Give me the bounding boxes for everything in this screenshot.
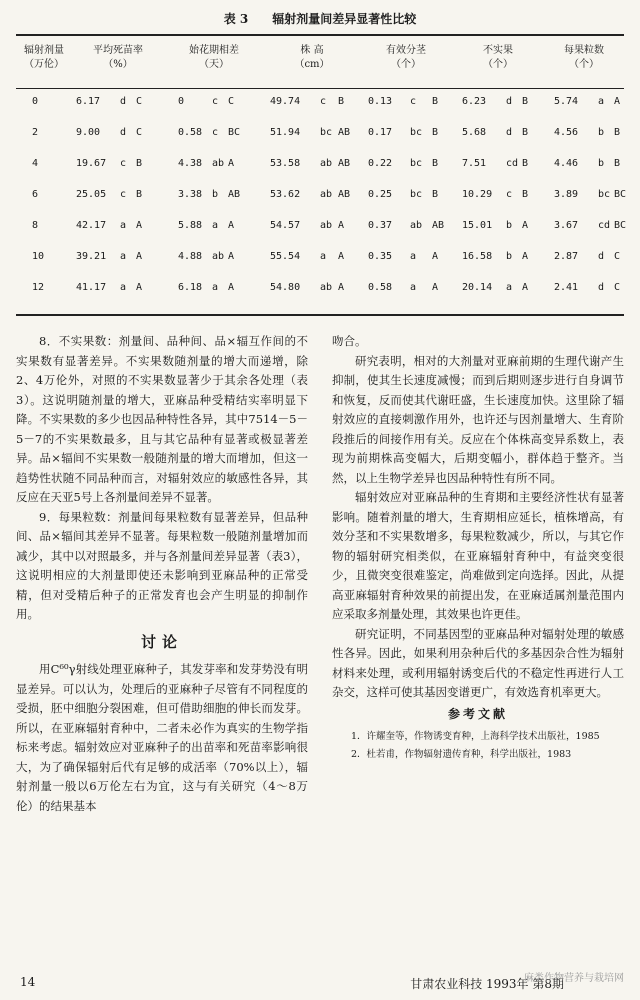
references-heading: 参考文献 [447, 706, 508, 721]
table-cell: c [506, 189, 513, 200]
table-cell: a [320, 251, 327, 262]
table-cell: 39.21 [76, 251, 107, 262]
table-cell: 7.51 [462, 158, 487, 169]
table-cell: AB [338, 189, 351, 200]
table-cell: c [212, 96, 219, 107]
table-cell: 49.74 [270, 96, 301, 107]
table-cell: 25.05 [76, 189, 107, 200]
table-cell: AB [432, 220, 445, 231]
reference-item: 2．杜若甫，作物辐射遗传育种，科学出版社，1983 [351, 749, 572, 760]
table-cell: bc [598, 189, 611, 200]
table-cell: C [136, 127, 143, 138]
table-cell: c [120, 158, 127, 169]
section-heading-discussion: 讨论 [140, 632, 183, 651]
table-cell: B [432, 127, 439, 138]
paragraph-discussion-3: 辐射效应对亚麻品种的生育期和主要经济性状有显著影响。随着剂量的增大，生育期相应延长，植株增高，有效分茎和不实果数增多，每果粒数减少，所以，与其它作物的辐射研究相类似，在亚麻辐射育种中，有益突变很少，且微突变很难鉴定，尚难做到定向选择。因此，从提高亚麻辐射育种效果的前提出发，在亚麻适属剂量范围内应采取多剂量处理，其效果也许更佳。 [332, 490, 624, 621]
table-row [16, 250, 624, 281]
paragraph-9: 9．每果粒数：剂量间每果粒数有显著差异，但品种间、品×辐间其差异不显著。每果粒数一般随剂量增加而减少，其中以对照最多，并与各剂量间差异显著（表3），这说明相应的大剂量即使还未影响到亚麻品种的正常受精，但对受精后种子的正常发育也会产生明显的抑制作用。 [16, 509, 308, 621]
table-cell: C [136, 96, 143, 107]
table-cell: A [432, 282, 439, 293]
table-cell: 5.88 [178, 220, 203, 231]
table-cell: C [614, 251, 621, 262]
table-cell: AB [228, 189, 241, 200]
table-cell: 5.74 [554, 96, 579, 107]
header-cell: 每果粒数 （个） [564, 45, 604, 70]
table-cell: B [522, 189, 529, 200]
table-cell: 20.14 [462, 282, 493, 293]
table-cell: b [212, 189, 219, 200]
table-cell: BC [614, 189, 627, 200]
table-cell: a [410, 282, 417, 293]
table-cell: 15.01 [462, 220, 493, 231]
table-cell: 9.00 [76, 127, 101, 138]
table-cell: B [614, 158, 621, 169]
watermark: 麻类作物营养与栽培网 [524, 973, 624, 984]
table-cell: 0.22 [368, 158, 393, 169]
table-cell: 2 [32, 127, 39, 138]
table-cell: 6.18 [178, 282, 203, 293]
paragraph-discussion-1: 用C⁶⁰γ射线处理亚麻种子，其发芽率和发芽势没有明显差异。可以认为，处理后的亚麻种子尽管有不同程度的受损，胚中细胞分裂困难，但可借助细胞的伸长而发芽。所以，在亚麻辐射育种中，二者未必作为真实的生物学指标来考虑。辐射效应对亚麻种子的出苗率和死苗率影响很大，为了确保辐射后代有足够的成活率（70%以上），辐射剂量一般以6万伦左右为宜，这与有关研究（4～8万伦）的结果基本 [16, 662, 308, 813]
table-cell: 6 [32, 189, 39, 200]
table-row [16, 157, 624, 188]
table-cell: 4.88 [178, 251, 203, 262]
table-cell: 10 [32, 251, 45, 262]
table-cell: cd [506, 158, 519, 169]
table-cell: 12 [32, 282, 45, 293]
table-cell: B [432, 158, 439, 169]
table-cell: a [120, 251, 127, 262]
table-cell: 4 [32, 158, 39, 169]
right-column [332, 332, 624, 764]
table-cell: A [522, 251, 529, 262]
table-cell: 54.57 [270, 220, 301, 231]
table-title: 辐射剂量间差异显著性比较 [272, 12, 417, 26]
table-cell: 0 [178, 96, 185, 107]
table-cell: b [506, 220, 513, 231]
table-cell: d [598, 251, 605, 262]
table-cell: c [212, 127, 219, 138]
table-cell: b [598, 158, 605, 169]
table-cell: ab [320, 220, 333, 231]
table-cell: b [598, 127, 605, 138]
table-header [16, 44, 624, 84]
table-cell: 5.68 [462, 127, 487, 138]
table-cell: a [506, 282, 513, 293]
table-cell: bc [410, 189, 423, 200]
page-footer [16, 975, 624, 991]
table-cell: a [212, 282, 219, 293]
table-row [16, 188, 627, 219]
table-cell: d [598, 282, 605, 293]
table-cell: a [410, 251, 417, 262]
table-cell: BC [614, 220, 627, 231]
table-cell: 53.58 [270, 158, 301, 169]
table-cell: B [614, 127, 621, 138]
page-number: 14 [20, 975, 36, 989]
table-cell: AB [338, 158, 351, 169]
table-cell: 4.38 [178, 158, 203, 169]
table-cell: d [506, 96, 513, 107]
table-cell: 6.17 [76, 96, 101, 107]
table-cell: 0.58 [178, 127, 203, 138]
table-cell: A [522, 220, 529, 231]
table-cell: BC [228, 127, 241, 138]
header-cell: 有效分茎 （个） [386, 45, 426, 70]
table-cell: B [522, 127, 529, 138]
table-cell: A [228, 251, 235, 262]
table-cell: 2.87 [554, 251, 579, 262]
table-header-rule [16, 88, 624, 89]
table-cell: A [338, 220, 345, 231]
table-cell: C [228, 96, 235, 107]
table-cell: 53.62 [270, 189, 301, 200]
table-row [16, 95, 624, 126]
table-cell: A [136, 220, 143, 231]
reference-item: 1．许耀奎等，作物诱变育种，上海科学技术出版社，1985 [351, 731, 600, 742]
table-cell: B [522, 158, 529, 169]
paragraph-8: 8．不实果数：剂量间、品种间、品×辐互作间的不实果数有显著差异。不实果数随剂量的增大而递增，除2、4万伦外，对照的不实果数显著少于其余各处理（表3）。这说明随剂量的增大，亚麻品种受精结实率明显下降。不实果数的多少也因品种特性各异，其中7514－5－5－7的不实果数最多，且与其它品种有显著或极显著差异。品×辐间不实果数一般随剂量的增大而增加，但这一趋势性状随不同品种而言，对辐射效应的敏感性各异，其反应在天亚5号上各剂量间差异不显著。 [16, 334, 308, 504]
table-caption [0, 10, 640, 27]
table-cell: C [614, 282, 621, 293]
table-cell: 3.89 [554, 189, 579, 200]
table-cell: A [522, 282, 529, 293]
table-cell: a [598, 96, 605, 107]
table-cell: 51.94 [270, 127, 301, 138]
paragraph-discussion-2: 研究表明，相对的大剂量对亚麻前期的生理代谢产生抑制，使其生长速度减慢；而到后期则逐步进行自身调节和恢复，反而使其代谢旺盛，生长速度加快。这里除了辐射效应的直接刺激作用外，也许还与因剂量增大、生育阶段推后的间接作用有关。反应在个体株高变异系数上，表现为前期株高变幅大，后期变幅小，群体趋于整齐。当然，以上生物学差异也因品种特性有所不同。 [332, 353, 624, 485]
table-cell: 6.23 [462, 96, 487, 107]
table-cell: AB [338, 127, 351, 138]
table-cell: 2.41 [554, 282, 579, 293]
table-cell: ab [320, 189, 333, 200]
table-cell: 55.54 [270, 251, 301, 262]
table-cell: 8 [32, 220, 39, 231]
table-cell: d [120, 127, 127, 138]
table-top-rule [16, 34, 624, 36]
table-cell: 0.13 [368, 96, 393, 107]
table-cell: A [432, 251, 439, 262]
table-cell: A [614, 96, 621, 107]
table-cell: 42.17 [76, 220, 107, 231]
table-cell: B [338, 96, 345, 107]
table-cell: ab [320, 158, 333, 169]
table-cell: A [338, 282, 345, 293]
table-cell: cd [598, 220, 611, 231]
table-bottom-rule [16, 314, 624, 316]
table-cell: B [432, 96, 439, 107]
table-cell: c [320, 96, 327, 107]
table-cell: 3.38 [178, 189, 203, 200]
table-cell: B [432, 189, 439, 200]
table-cell: 0 [32, 96, 39, 107]
table-cell: A [228, 282, 235, 293]
table-cell: A [228, 158, 235, 169]
table-cell: A [136, 282, 143, 293]
header-cell: 辐射剂量 （万伦） [24, 45, 64, 70]
table-cell: 41.17 [76, 282, 107, 293]
table-cell: ab [212, 158, 225, 169]
table-cell: b [506, 251, 513, 262]
table-cell: a [212, 220, 219, 231]
table-cell: ab [410, 220, 423, 231]
table-row [16, 219, 627, 250]
header-cell: 平均死苗率 （%） [93, 45, 143, 70]
table-cell: 0.58 [368, 282, 393, 293]
table-cell: bc [320, 127, 333, 138]
table-cell: a [120, 282, 127, 293]
table-cell: A [338, 251, 345, 262]
table-cell: B [136, 158, 143, 169]
table-cell: ab [212, 251, 225, 262]
table-row [16, 126, 624, 157]
table-cell: 4.56 [554, 127, 579, 138]
table-cell: 0.25 [368, 189, 393, 200]
table-cell: 54.80 [270, 282, 301, 293]
table-cell: ab [320, 282, 333, 293]
table-cell: c [120, 189, 127, 200]
table-cell: 0.37 [368, 220, 393, 231]
table-label: 表 3 [223, 12, 249, 26]
header-cell: 不实果 （个） [483, 45, 513, 70]
table-cell: d [506, 127, 513, 138]
table-cell: bc [410, 158, 423, 169]
table-body [16, 95, 627, 312]
header-cell: 株 高 （cm） [294, 45, 330, 70]
table-cell: 16.58 [462, 251, 493, 262]
journal-info: 甘肃农业科技 1993年 第8期 [410, 977, 564, 991]
paragraph-discussion-4: 研究证明，不同基因型的亚麻品种对辐射处理的敏感性各异。因此，如果利用杂种后代的多基因杂合性为辐射材料来处理，或利用辐射诱变后代的不稳定性再进行人工杂交，这样可使其基因变谱更广，有效选育机率更大。 [332, 626, 624, 699]
table-cell: 4.46 [554, 158, 579, 169]
table-cell: d [120, 96, 127, 107]
table-cell: c [410, 96, 417, 107]
table-cell: 3.67 [554, 220, 579, 231]
table-cell: 10.29 [462, 189, 493, 200]
table-cell: A [136, 251, 143, 262]
left-column [16, 332, 308, 816]
header-cell: 始花期相差 （天） [189, 45, 239, 70]
table-cell: A [228, 220, 235, 231]
table-cell: a [120, 220, 127, 231]
table-cell: 0.35 [368, 251, 393, 262]
paragraph-continuation: 吻合。 [332, 334, 367, 348]
table-cell: 19.67 [76, 158, 107, 169]
table-row [16, 281, 624, 312]
table-cell: B [522, 96, 529, 107]
table-cell: bc [410, 127, 423, 138]
table-cell: 0.17 [368, 127, 393, 138]
table-cell: B [136, 189, 143, 200]
